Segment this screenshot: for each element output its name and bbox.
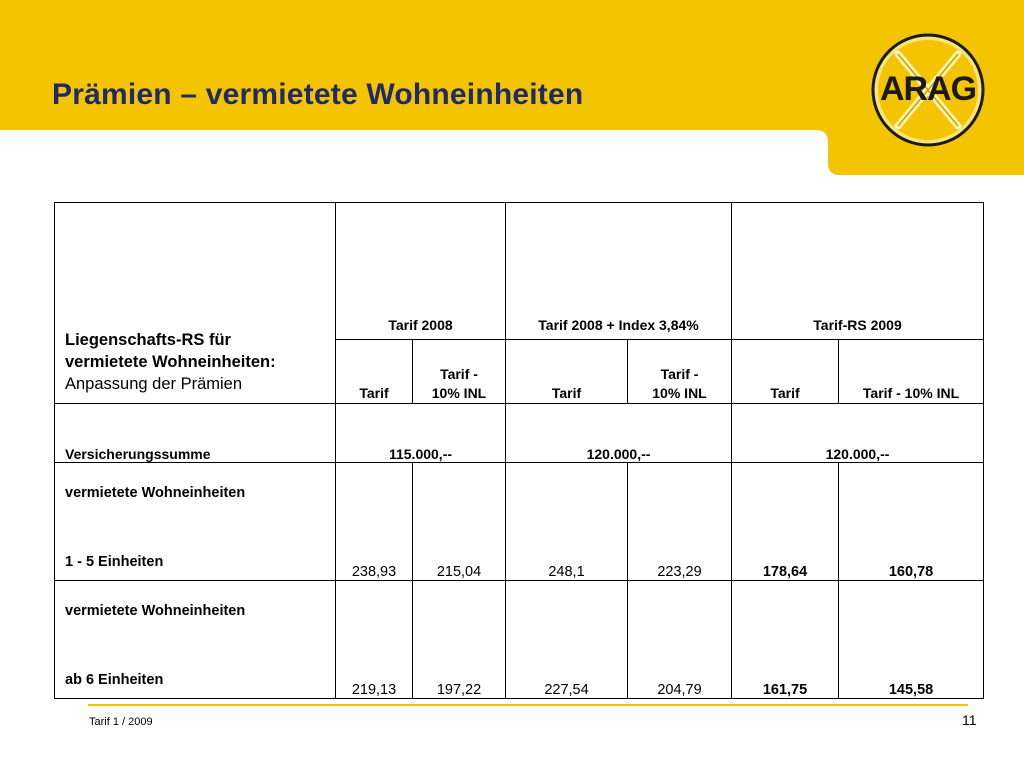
premium-cell: 248,1: [506, 463, 628, 581]
subheader-cell: Tarif: [506, 340, 628, 404]
table-intro: [55, 203, 336, 404]
group-header-tarif-2008: Tarif 2008: [336, 203, 506, 340]
intro-line-3: Anpassung der Prämien: [65, 375, 243, 393]
premium-cell: 219,13: [336, 581, 413, 699]
sum-insured-value: 120.000,--: [506, 404, 732, 463]
page-number: 11: [962, 712, 977, 728]
premium-cell: 223,29: [628, 463, 732, 581]
row-label-line-2: ab 6 Einheiten: [65, 672, 164, 688]
intro-line-2: vermietete Wohneinheiten:: [65, 353, 276, 371]
row-label-line-1: vermietete Wohneinheiten: [65, 485, 246, 501]
subheader-cell: Tarif - 10% INL: [413, 340, 506, 404]
subheader-cell: Tarif: [336, 340, 413, 404]
footer-divider: [88, 704, 968, 706]
logo-wordmark: ARAG: [879, 70, 977, 108]
row-label-line-1: vermietete Wohneinheiten: [65, 603, 246, 619]
premium-table: [54, 202, 984, 699]
intro-line-1: Liegenschafts-RS für: [65, 331, 231, 349]
footer-tariff-note: Tarif 1 / 2009: [89, 716, 153, 728]
row-label: [55, 463, 336, 581]
row-label: [55, 581, 336, 699]
group-header-tarif-2008-index: Tarif 2008 + Index 3,84%: [506, 203, 732, 340]
table-row: [55, 581, 984, 699]
premium-cell: 178,64: [732, 463, 839, 581]
subheader-cell: Tarif - 10% INL: [839, 340, 984, 404]
premium-cell: 160,78: [839, 463, 984, 581]
premium-cell: 161,75: [732, 581, 839, 699]
subheader-cell: Tarif - 10% INL: [628, 340, 732, 404]
row-label-line-2: 1 - 5 Einheiten: [65, 554, 164, 570]
sum-insured-row: [55, 404, 984, 463]
premium-cell: 227,54: [506, 581, 628, 699]
premium-cell: 238,93: [336, 463, 413, 581]
subheader-cell: Tarif: [732, 340, 839, 404]
sum-insured-value: 115.000,--: [336, 404, 506, 463]
premium-cell: 145,58: [839, 581, 984, 699]
page-title: Prämien – vermietete Wohneinheiten: [52, 78, 584, 111]
sum-insured-value: 120.000,--: [732, 404, 984, 463]
group-header-row: [55, 203, 984, 340]
premium-cell: 215,04: [413, 463, 506, 581]
premium-cell: 197,22: [413, 581, 506, 699]
group-header-tarif-rs-2009: Tarif-RS 2009: [732, 203, 984, 340]
premium-cell: 204,79: [628, 581, 732, 699]
table-row: [55, 463, 984, 581]
sum-insured-label: Versicherungssumme: [55, 404, 336, 463]
